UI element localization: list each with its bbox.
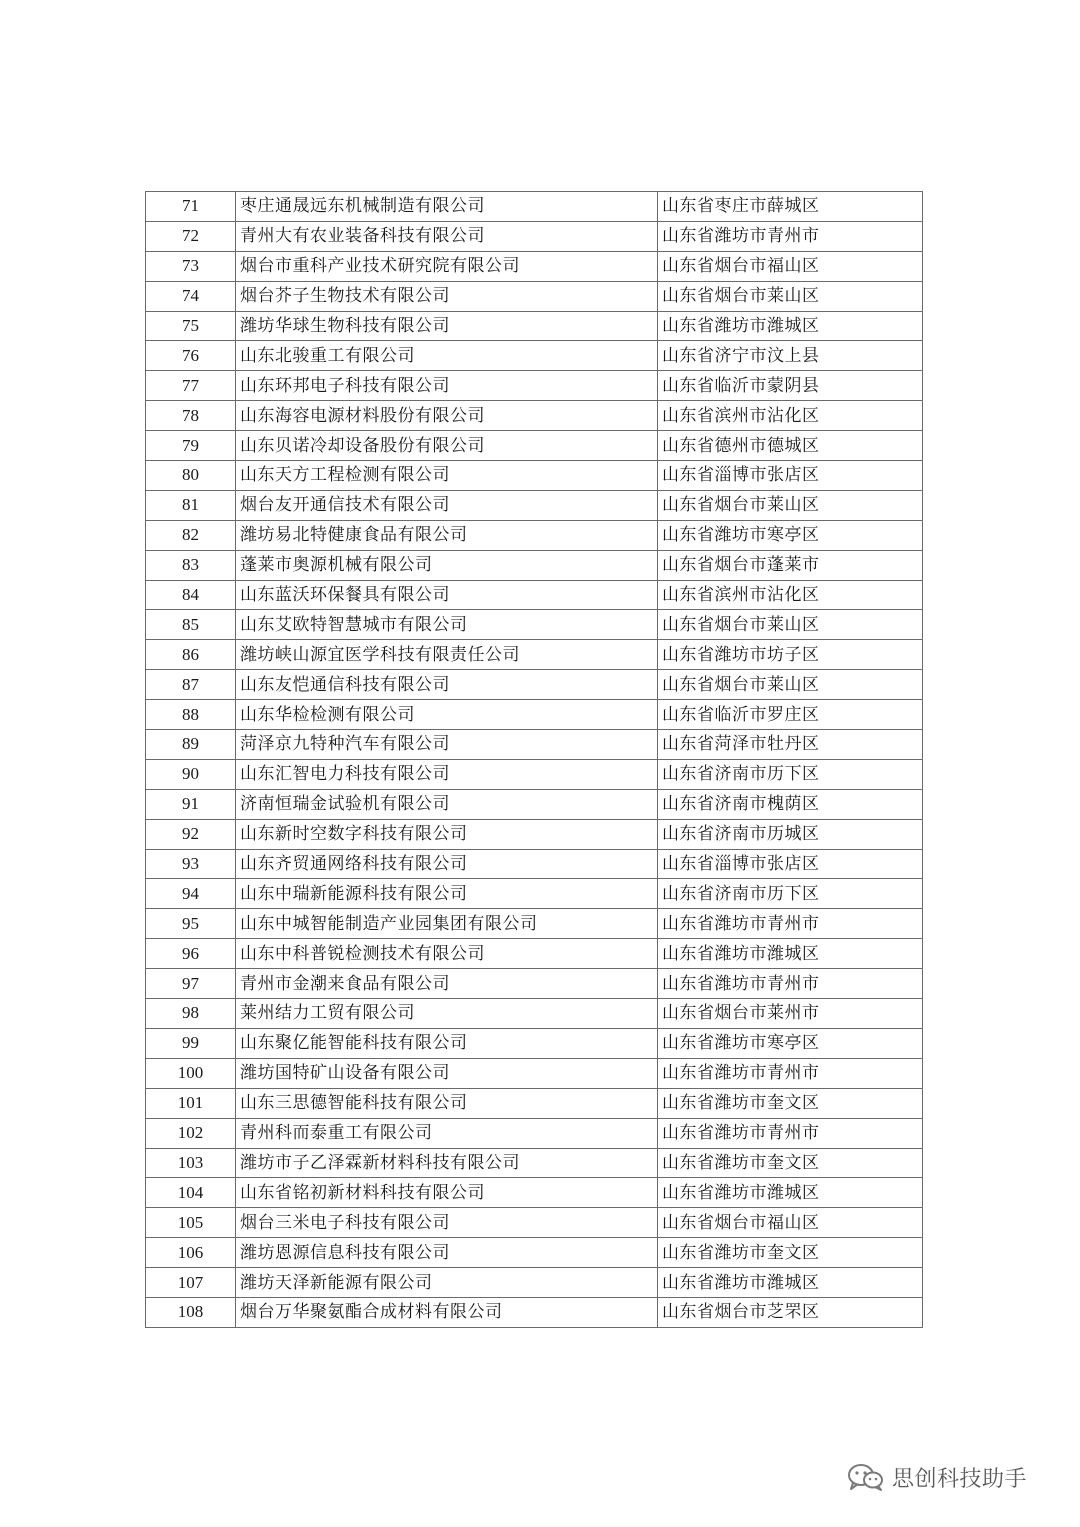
company-name: 山东中科普锐检测技术有限公司 <box>236 939 658 969</box>
company-location: 山东省潍坊市奎文区 <box>658 1238 923 1268</box>
table-row <box>146 759 923 789</box>
table-row <box>146 610 923 640</box>
row-number: 94 <box>146 879 236 909</box>
company-location: 山东省潍坊市潍城区 <box>658 1268 923 1298</box>
table-row <box>146 969 923 999</box>
company-name: 山东蓝沃环保餐具有限公司 <box>236 580 658 610</box>
table-row <box>146 1208 923 1238</box>
company-name: 烟台市重科产业技术研究院有限公司 <box>236 251 658 281</box>
company-name: 山东天方工程检测有限公司 <box>236 461 658 491</box>
company-location: 山东省潍坊市寒亭区 <box>658 520 923 550</box>
company-location: 山东省淄博市张店区 <box>658 849 923 879</box>
company-location: 山东省德州市德城区 <box>658 431 923 461</box>
table-row <box>146 520 923 550</box>
table-row <box>146 939 923 969</box>
company-location: 山东省烟台市福山区 <box>658 1208 923 1238</box>
company-name: 潍坊易北特健康食品有限公司 <box>236 520 658 550</box>
company-name: 山东友恺通信科技有限公司 <box>236 670 658 700</box>
company-name: 枣庄通晟远东机械制造有限公司 <box>236 192 658 222</box>
company-name: 莱州结力工贸有限公司 <box>236 999 658 1029</box>
table-row <box>146 1238 923 1268</box>
company-location: 山东省滨州市沾化区 <box>658 401 923 431</box>
company-location: 山东省潍坊市青州市 <box>658 1058 923 1088</box>
company-location: 山东省济南市槐荫区 <box>658 789 923 819</box>
company-name: 山东贝诺冷却设备股份有限公司 <box>236 431 658 461</box>
company-name: 蓬莱市奥源机械有限公司 <box>236 550 658 580</box>
company-location: 山东省潍坊市寒亭区 <box>658 1028 923 1058</box>
row-number: 105 <box>146 1208 236 1238</box>
table-row <box>146 311 923 341</box>
watermark <box>846 1460 1027 1494</box>
row-number: 97 <box>146 969 236 999</box>
company-name: 山东汇智电力科技有限公司 <box>236 759 658 789</box>
company-location: 山东省烟台市莱州市 <box>658 999 923 1029</box>
table-row <box>146 789 923 819</box>
company-name: 烟台芥子生物技术有限公司 <box>236 281 658 311</box>
table-row <box>146 1088 923 1118</box>
company-location: 山东省济宁市汶上县 <box>658 341 923 371</box>
table-row <box>146 1148 923 1178</box>
row-number: 107 <box>146 1268 236 1298</box>
company-name: 潍坊市子乙泽霖新材料科技有限公司 <box>236 1148 658 1178</box>
company-name: 烟台友开通信技术有限公司 <box>236 490 658 520</box>
company-name: 潍坊峡山源宜医学科技有限责任公司 <box>236 640 658 670</box>
table-row <box>146 341 923 371</box>
table-row <box>146 1118 923 1148</box>
company-location: 山东省潍坊市青州市 <box>658 969 923 999</box>
company-name: 潍坊天泽新能源有限公司 <box>236 1268 658 1298</box>
row-number: 102 <box>146 1118 236 1148</box>
company-location: 山东省烟台市福山区 <box>658 251 923 281</box>
company-location: 山东省济南市历下区 <box>658 879 923 909</box>
table-row <box>146 461 923 491</box>
company-list-table <box>145 191 923 1328</box>
company-name: 烟台三米电子科技有限公司 <box>236 1208 658 1238</box>
row-number: 76 <box>146 341 236 371</box>
row-number: 86 <box>146 640 236 670</box>
table-row <box>146 730 923 760</box>
table-row <box>146 1297 923 1327</box>
company-name: 山东中瑞新能源科技有限公司 <box>236 879 658 909</box>
wechat-icon <box>846 1462 886 1492</box>
company-name: 济南恒瑞金试验机有限公司 <box>236 789 658 819</box>
table-row <box>146 1028 923 1058</box>
table-row <box>146 550 923 580</box>
row-number: 77 <box>146 371 236 401</box>
row-number: 78 <box>146 401 236 431</box>
row-number: 75 <box>146 311 236 341</box>
row-number: 84 <box>146 580 236 610</box>
table-row <box>146 1178 923 1208</box>
company-location: 山东省烟台市蓬莱市 <box>658 550 923 580</box>
table-row <box>146 490 923 520</box>
row-number: 93 <box>146 849 236 879</box>
row-number: 101 <box>146 1088 236 1118</box>
row-number: 80 <box>146 461 236 491</box>
company-location: 山东省烟台市莱山区 <box>658 490 923 520</box>
company-location: 山东省潍坊市青州市 <box>658 221 923 251</box>
row-number: 100 <box>146 1058 236 1088</box>
row-number: 92 <box>146 819 236 849</box>
company-location: 山东省潍坊市潍城区 <box>658 939 923 969</box>
company-location: 山东省淄博市张店区 <box>658 461 923 491</box>
table-row <box>146 371 923 401</box>
company-location: 山东省潍坊市潍城区 <box>658 311 923 341</box>
company-name: 山东省铭初新材料科技有限公司 <box>236 1178 658 1208</box>
company-name: 潍坊恩源信息科技有限公司 <box>236 1238 658 1268</box>
company-name: 山东齐贸通网络科技有限公司 <box>236 849 658 879</box>
company-location: 山东省菏泽市牡丹区 <box>658 730 923 760</box>
watermark-text: 思创科技助手 <box>892 1466 1028 1492</box>
row-number: 89 <box>146 730 236 760</box>
company-location: 山东省烟台市莱山区 <box>658 670 923 700</box>
table-row <box>146 431 923 461</box>
row-number: 88 <box>146 700 236 730</box>
company-location: 山东省潍坊市坊子区 <box>658 640 923 670</box>
company-name: 青州市金潮来食品有限公司 <box>236 969 658 999</box>
table-row <box>146 849 923 879</box>
table-row <box>146 879 923 909</box>
company-name: 潍坊华球生物科技有限公司 <box>236 311 658 341</box>
company-location: 山东省烟台市莱山区 <box>658 610 923 640</box>
company-name: 菏泽京九特种汽车有限公司 <box>236 730 658 760</box>
row-number: 81 <box>146 490 236 520</box>
company-location: 山东省烟台市莱山区 <box>658 281 923 311</box>
table-row <box>146 640 923 670</box>
row-number: 82 <box>146 520 236 550</box>
table-row <box>146 401 923 431</box>
row-number: 106 <box>146 1238 236 1268</box>
company-location: 山东省枣庄市薛城区 <box>658 192 923 222</box>
company-location: 山东省济南市历城区 <box>658 819 923 849</box>
row-number: 98 <box>146 999 236 1029</box>
company-name: 青州大有农业装备科技有限公司 <box>236 221 658 251</box>
company-name: 山东三思德智能科技有限公司 <box>236 1088 658 1118</box>
table-row <box>146 670 923 700</box>
company-location: 山东省临沂市罗庄区 <box>658 700 923 730</box>
table-row <box>146 1268 923 1298</box>
company-name: 烟台万华聚氨酯合成材料有限公司 <box>236 1297 658 1327</box>
company-name: 山东艾欧特智慧城市有限公司 <box>236 610 658 640</box>
company-name: 山东聚亿能智能科技有限公司 <box>236 1028 658 1058</box>
company-name: 青州科而泰重工有限公司 <box>236 1118 658 1148</box>
company-name: 山东环邦电子科技有限公司 <box>236 371 658 401</box>
row-number: 72 <box>146 221 236 251</box>
row-number: 99 <box>146 1028 236 1058</box>
row-number: 85 <box>146 610 236 640</box>
table-row <box>146 221 923 251</box>
row-number: 73 <box>146 251 236 281</box>
company-location: 山东省潍坊市潍城区 <box>658 1178 923 1208</box>
row-number: 87 <box>146 670 236 700</box>
company-location: 山东省滨州市沾化区 <box>658 580 923 610</box>
row-number: 103 <box>146 1148 236 1178</box>
company-location: 山东省烟台市芝罘区 <box>658 1297 923 1327</box>
row-number: 104 <box>146 1178 236 1208</box>
table-row <box>146 1058 923 1088</box>
table-row <box>146 580 923 610</box>
company-name: 山东中城智能制造产业园集团有限公司 <box>236 909 658 939</box>
company-name: 山东海容电源材料股份有限公司 <box>236 401 658 431</box>
company-location: 山东省潍坊市奎文区 <box>658 1088 923 1118</box>
company-name: 山东新时空数字科技有限公司 <box>236 819 658 849</box>
table-row <box>146 999 923 1029</box>
row-number: 83 <box>146 550 236 580</box>
company-location: 山东省潍坊市青州市 <box>658 909 923 939</box>
company-location: 山东省潍坊市青州市 <box>658 1118 923 1148</box>
row-number: 108 <box>146 1297 236 1327</box>
table-row <box>146 700 923 730</box>
row-number: 74 <box>146 281 236 311</box>
company-name: 山东北骏重工有限公司 <box>236 341 658 371</box>
company-location: 山东省临沂市蒙阴县 <box>658 371 923 401</box>
company-name: 山东华检检测有限公司 <box>236 700 658 730</box>
row-number: 95 <box>146 909 236 939</box>
row-number: 79 <box>146 431 236 461</box>
table-row <box>146 909 923 939</box>
row-number: 71 <box>146 192 236 222</box>
row-number: 91 <box>146 789 236 819</box>
company-location: 山东省潍坊市奎文区 <box>658 1148 923 1178</box>
table-body <box>146 192 923 1328</box>
table-row <box>146 281 923 311</box>
row-number: 90 <box>146 759 236 789</box>
company-location: 山东省济南市历下区 <box>658 759 923 789</box>
company-name: 潍坊国特矿山设备有限公司 <box>236 1058 658 1088</box>
table-row <box>146 819 923 849</box>
row-number: 96 <box>146 939 236 969</box>
table-row <box>146 192 923 222</box>
table-row <box>146 251 923 281</box>
